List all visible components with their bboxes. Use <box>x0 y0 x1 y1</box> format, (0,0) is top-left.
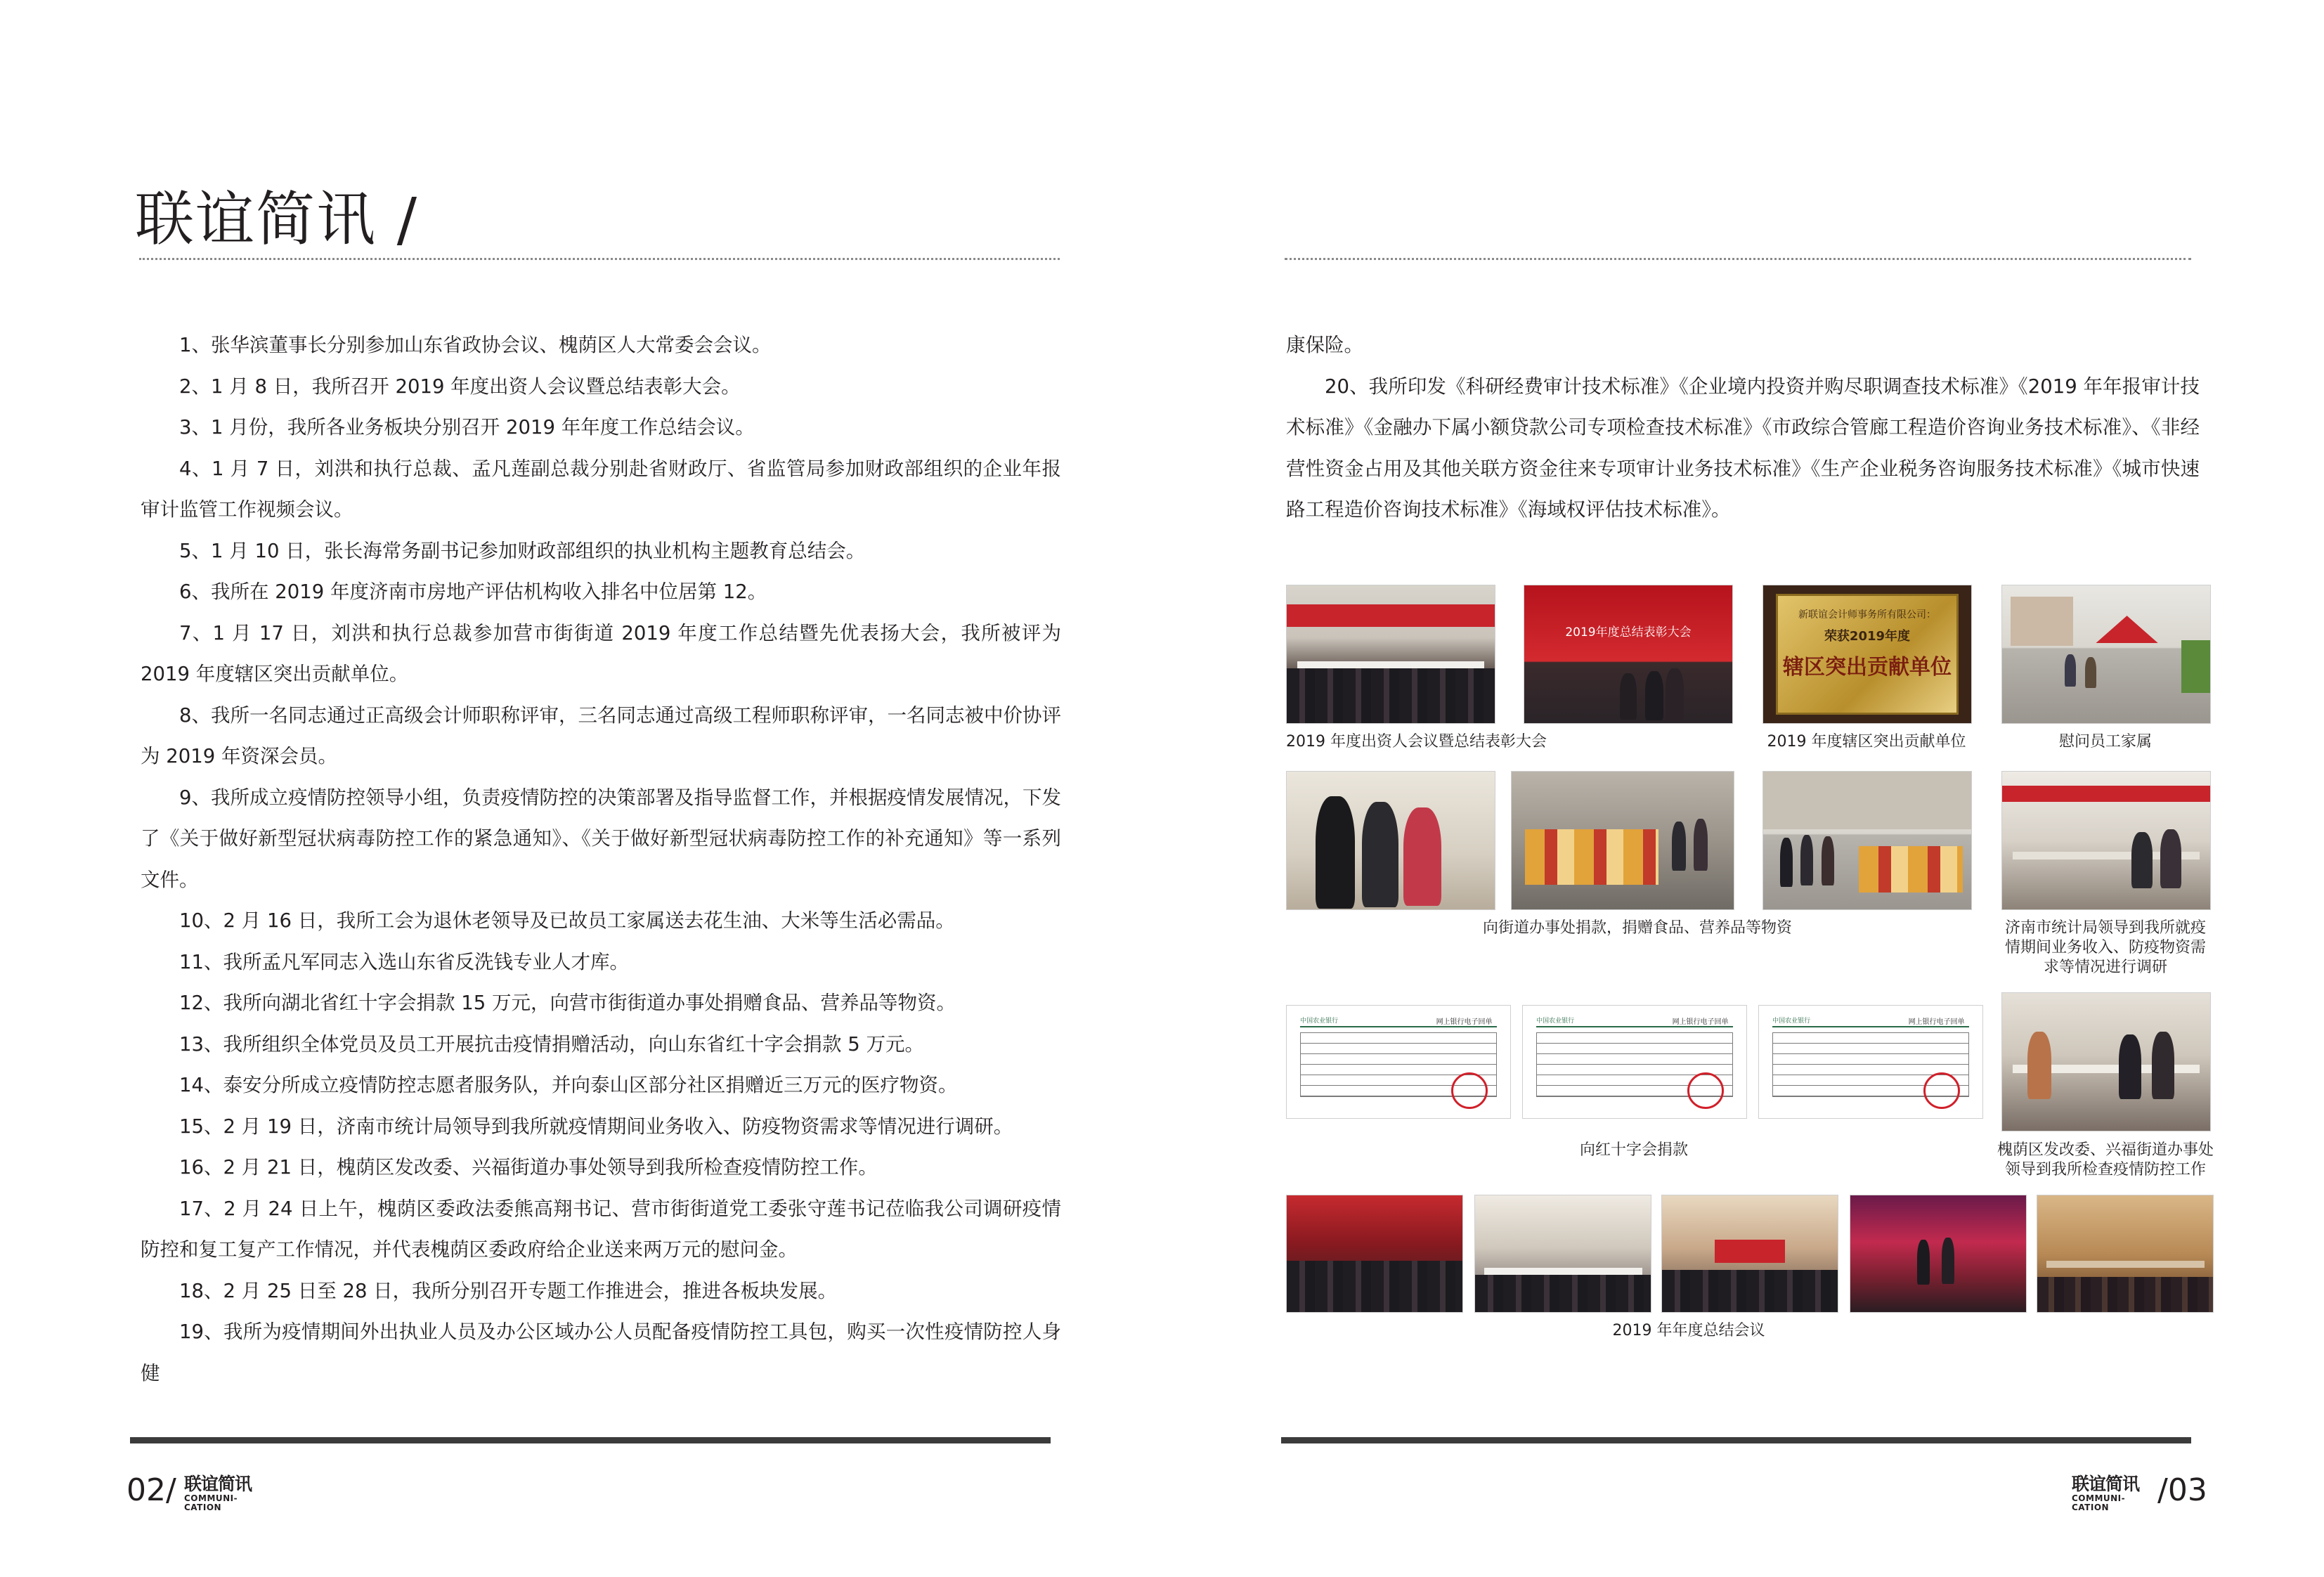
logo-cn-text: 联谊简讯 <box>2072 1474 2140 1494</box>
news-item: 9、我所成立疫情防控领导小组，负责疫情防控的决策部署及指导监督工作，并根据疫情发展情况，下发了《关于做好新型冠状病毒防控工作的紧急通知》、《关于做好新型冠状病毒防控工作的补充通知》等一系列文件。 <box>141 786 1061 891</box>
page-number-left: 02/ <box>126 1472 176 1508</box>
newsletter-logo-right <box>2072 1474 2156 1517</box>
news-item: 11、我所孟凡军同志入选山东省反洗钱专业人才库。 <box>179 950 629 973</box>
page-title: 联谊简讯 / <box>135 185 419 254</box>
news-item: 7、1 月 17 日，刘洪和执行总裁参加营市街街道 2019 年度工作总结暨先优表扬大会，我所被评为 2019 年度辖区突出贡献单位。 <box>141 621 1061 685</box>
news-item: 5、1 月 10 日，张长海常务副书记参加财政部组织的执业机构主题教育总结会。 <box>179 539 866 562</box>
dotted-divider-left <box>139 258 1060 260</box>
photo-summary-meeting-4 <box>1850 1195 2027 1313</box>
news-item: 19、我所为疫情期间外出执业人员及办公区域办公人员配备疫情防控工具包，购买一次性疫情防控人身健 <box>141 1320 1061 1384</box>
dotted-divider-right <box>1285 258 2191 260</box>
logo-en-text-1: COMMUNI- <box>184 1493 238 1503</box>
page-number-right: /03 <box>2157 1472 2207 1508</box>
photo-bank-receipt-1 <box>1286 1005 1511 1119</box>
news-item: 13、我所组织全体党员及员工开展抗击疫情捐赠活动，向山东省红十字会捐款 5 万元。 <box>179 1032 924 1056</box>
photo-street-visit <box>2001 585 2211 724</box>
logo-en-text-1: COMMUNI- <box>2072 1493 2126 1503</box>
caption-statistics-bureau-l1: 济南市统计局领导到我所就疫 <box>2004 919 2206 937</box>
receipt-title: 网上银行电子回单 <box>1908 1018 1965 1027</box>
photo-inspection-meeting <box>2001 992 2211 1131</box>
news-item: 16、2 月 21 日，槐荫区发改委、兴福街道办事处领导到我所检查疫情防控工作。 <box>179 1156 878 1179</box>
photo-bank-receipt-3 <box>1758 1005 1983 1119</box>
logo-cn-text: 联谊简讯 <box>184 1474 252 1494</box>
photo-award-plaque <box>1763 585 1972 724</box>
photo-investor-meeting <box>1286 585 1495 724</box>
photo-donation-office <box>1286 771 1495 910</box>
receipt-bank-name: 中国农业银行 <box>1300 1018 1339 1025</box>
logo-en-text-2: CATION <box>184 1503 222 1512</box>
receipt-title: 网上银行电子回单 <box>1436 1018 1493 1027</box>
right-page-news-list <box>1286 325 2200 531</box>
photo-summary-meeting-5 <box>2037 1195 2214 1313</box>
news-item: 4、1 月 7 日，刘洪和执行总裁、孟凡莲副总裁分别赴省财政厅、省监管局参加财政部组织的企业年报审计监管工作视频会议。 <box>141 457 1061 521</box>
news-item: 3、1 月份，我所各业务板块分别召开 2019 年年度工作总结会议。 <box>179 416 755 439</box>
left-page-news-list <box>141 325 1061 1394</box>
news-item: 20、我所印发《科研经费审计技术标准》《企业境内投资并购尽职调查技术标准》《2019 年年报审计技术标准》《金融办下属小额贷款公司专项检查技术标准》《市政综合管廊工程造价咨询业务技术标准》、《非经营性资金占用及其他关联方资金往来专项审计业务技术标准》《生产企业税务咨询服务技术标准》《城市快速路工程造价咨询技术标准》《海域权评估技术标准》。 <box>1286 375 2200 521</box>
footer-rule-left <box>130 1437 1051 1443</box>
caption-inspection-l2: 领导到我所检查疫情防控工作 <box>2004 1161 2206 1179</box>
news-item: 2、1 月 8 日，我所召开 2019 年度出资人会议暨总结表彰大会。 <box>179 375 741 398</box>
news-item: 康保险。 <box>1286 334 1363 356</box>
news-item: 6、我所在 2019 年度济南市房地产评估机构收入排名中位居第 12。 <box>179 580 767 603</box>
news-item: 14、泰安分所成立疫情防控志愿者服务队，并向泰山区部分社区捐赠近三万元的医疗物资。 <box>179 1074 958 1096</box>
news-item: 17、2 月 24 日上午，槐荫区委政法委熊高翔书记、营市街街道党工委张守莲书记莅临我公司调研疫情防控和复工复产工作情况，并代表槐荫区委政府给企业送来两万元的慰问金。 <box>141 1197 1061 1261</box>
footer-rule-right <box>1281 1437 2191 1443</box>
caption-annual-summary: 2019 年年度总结会议 <box>1612 1322 1765 1339</box>
caption-family-visit: 慰问员工家属 <box>2058 733 2152 751</box>
news-item: 15、2 月 19 日，济南市统计局领导到我所就疫情期间业务收入、防疫物资需求等情况进行调研。 <box>179 1115 1013 1138</box>
photo-donation-street <box>1763 771 1972 910</box>
caption-street-donation: 向街道办事处捐款，捐赠食品、营养品等物资 <box>1482 919 1792 937</box>
receipt-bank-name: 中国农业银行 <box>1772 1018 1811 1025</box>
news-item: 18、2 月 25 日至 28 日，我所分别召开专题工作推进会，推进各板块发展。 <box>179 1279 838 1302</box>
plaque-year-line: 荣获2019年度 <box>1824 629 1911 644</box>
photo-summary-meeting-2 <box>1474 1195 1651 1313</box>
photo-donation-truck <box>1511 771 1734 910</box>
receipt-title: 网上银行电子回单 <box>1672 1018 1729 1027</box>
newsletter-logo-left <box>184 1474 268 1517</box>
photo-summary-meeting-3 <box>1661 1195 1838 1313</box>
caption-contribution-unit: 2019 年度辖区突出贡献单位 <box>1767 733 1966 751</box>
photo-bank-receipt-2 <box>1522 1005 1747 1119</box>
caption-red-cross-donation: 向红十字会捐款 <box>1579 1141 1688 1159</box>
logo-en-text-2: CATION <box>2072 1503 2110 1512</box>
plaque-award-line: 辖区突出贡献单位 <box>1783 655 1952 680</box>
photo-summary-meeting-1 <box>1286 1195 1463 1313</box>
photo-statistics-bureau-visit <box>2001 771 2211 910</box>
plaque-company-line: 新联谊会计师事务所有限公司： <box>1798 609 1936 621</box>
news-item: 8、我所一名同志通过正高级会计师职称评审，三名同志通过高级工程师职称评审，一名同志被中价协评为 2019 年资深会员。 <box>141 703 1061 767</box>
photo-screen-text: 2019年度总结表彰大会 <box>1565 625 1692 640</box>
caption-statistics-bureau-l2: 情期间业务收入、防疫物资需 <box>2004 939 2206 956</box>
photo-award-stage <box>1524 585 1733 724</box>
caption-inspection-l1: 槐荫区发改委、兴福街道办事处 <box>1997 1141 2214 1159</box>
news-item: 1、张华滨董事长分别参加山东省政协会议、槐荫区人大常委会会议。 <box>179 334 772 356</box>
news-item: 12、我所向湖北省红十字会捐款 15 万元，向营市街街道办事处捐赠食品、营养品等物资。 <box>179 992 956 1014</box>
news-item: 10、2 月 16 日，我所工会为退休老领导及已故员工家属送去花生油、大米等生活必需品。 <box>179 909 955 932</box>
caption-statistics-bureau-l3: 求等情况进行调研 <box>2043 959 2167 976</box>
caption-investor-meeting: 2019 年度出资人会议暨总结表彰大会 <box>1286 733 1547 751</box>
receipt-bank-name: 中国农业银行 <box>1536 1018 1575 1025</box>
